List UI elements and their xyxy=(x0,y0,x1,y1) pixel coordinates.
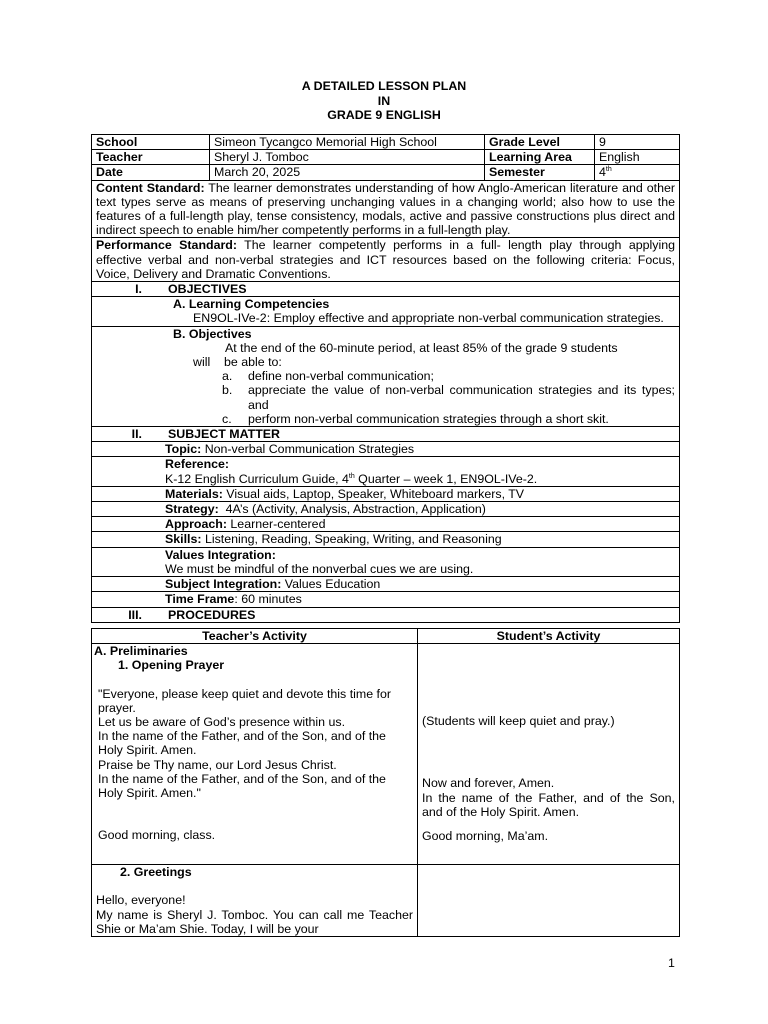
reference: Reference: K-12 English Curriculum Guide, 4th Quarter – week 1, EN9OL-IVe-2. xyxy=(92,457,680,486)
student-response-text: Now and forever, Amen. In the name of the Father, and of the Son, and of the Holy Spirit. Amen. xyxy=(422,776,675,819)
learning-area-label: Learning Area xyxy=(485,150,595,165)
teacher-label: Teacher xyxy=(92,150,210,165)
content-standard-label: Content Standard: xyxy=(96,180,205,195)
greetings-row xyxy=(92,865,680,937)
learning-competencies-row xyxy=(92,297,680,326)
time-frame-row xyxy=(92,592,680,607)
semester-value: 4th xyxy=(595,165,680,180)
reference-row xyxy=(92,457,680,486)
performance-standard-row xyxy=(92,238,680,282)
title-line-3: GRADE 9 ENGLISH xyxy=(327,108,441,122)
school-value: Simeon Tycangco Memorial High School xyxy=(210,135,485,150)
procedures-heading-row xyxy=(92,607,680,622)
values-row xyxy=(92,547,680,576)
objectives-num: I. xyxy=(135,282,142,297)
greetings-heading: 2. Greetings xyxy=(120,865,192,880)
learning-competencies xyxy=(92,297,680,326)
performance-standard-label: Performance Standard: xyxy=(96,238,237,253)
document-title xyxy=(0,79,768,123)
header-row-school xyxy=(92,135,680,150)
approach-row xyxy=(92,517,680,532)
objectives-subheading: B. Objectives xyxy=(173,326,252,341)
grade-level-label: Grade Level xyxy=(485,135,595,150)
teacher-prayer-text: "Everyone, please keep quiet and devote this time for prayer. Let us be aware of God’s presence within us. In the name of the Father, and of the Son, and of the Holy Spirit. Amen. Praise be Thy name, our Lord Jesus Christ. In the name of the Father, and of the Son, and of the Holy Spirit. Amen." xyxy=(98,686,392,801)
procedures-table xyxy=(91,628,680,937)
student-pray-text: (Students will keep quiet and pray.) xyxy=(422,714,615,729)
objective-item-a: a. define non-verbal communication; xyxy=(222,369,434,384)
semester-label: Semester xyxy=(485,165,595,180)
subject-integration-row xyxy=(92,577,680,592)
objective-item-b: b. appreciate the value of non-verbal communication strategies and its types; and xyxy=(222,383,675,412)
topic-row xyxy=(92,442,680,457)
time-frame: Time Frame: 60 minutes xyxy=(92,592,680,607)
subject-integration: Subject Integration: Values Education xyxy=(92,577,680,592)
strategy: Strategy: 4A’s (Activity, Analysis, Abstraction, Application) xyxy=(92,502,680,517)
performance-standard xyxy=(92,238,680,282)
teacher-greeting: Good morning, class. xyxy=(98,828,216,843)
header-row-date xyxy=(92,165,680,180)
content-standard-text: The learner demonstrates understanding of how Anglo-American literature and other text types serve as means of preserving unchanging values in a changing world; also how to use the features of a full-length play, tense consistency, modals, active and passive constructions plus direct and indirect speech to enable him/her competently performs in a full-length play. xyxy=(96,180,675,238)
skills-row xyxy=(92,532,680,547)
materials: Materials: Visual aids, Laptop, Speaker, Whiteboard markers, TV xyxy=(92,486,680,501)
subject-matter-heading-row xyxy=(92,427,680,442)
teacher-hello: Hello, everyone! xyxy=(96,893,186,908)
preliminaries-heading: A. Preliminaries xyxy=(94,644,188,659)
date-value: March 20, 2025 xyxy=(210,165,485,180)
approach: Approach: Learner-centered xyxy=(92,517,680,532)
values-integration: Values Integration: We must be mindful of the nonverbal cues we are using. xyxy=(92,547,680,576)
teacher-prayer-cell xyxy=(92,644,418,865)
prayer-row xyxy=(92,644,680,865)
title-line-2: IN xyxy=(377,93,391,108)
student-prayer-cell xyxy=(418,644,680,865)
learning-competencies-heading: A. Learning Competencies xyxy=(173,297,330,312)
page-number: 1 xyxy=(668,956,675,970)
subject-matter-heading: II. SUBJECT MATTER xyxy=(92,427,680,442)
objectives-heading-row xyxy=(92,282,680,297)
teacher-activity-header: Teacher’s Activity xyxy=(92,629,418,644)
student-activity-header: Student’s Activity xyxy=(418,629,680,644)
competency-text: EN9OL-IVe-2: Employ effective and appropriate non-verbal communication strategies. xyxy=(193,311,664,326)
procedures-header-row xyxy=(92,629,680,644)
date-label: Date xyxy=(92,165,210,180)
teacher-intro: My name is Sheryl J. Tomboc. You can call me Teacher Shie or Ma’am Shie. Today, I will be your xyxy=(96,907,413,936)
teacher-value: Sheryl J. Tomboc xyxy=(210,150,485,165)
objectives-intro-1: At the end of the 60-minute period, at least 85% of the grade 9 students xyxy=(225,340,618,355)
title-line-1: A DETAILED LESSON PLAN xyxy=(301,79,467,93)
learning-area-value: English xyxy=(595,150,680,165)
content-standard xyxy=(92,180,680,238)
objectives-heading: I. OBJECTIVES xyxy=(92,282,680,297)
teacher-greetings-cell xyxy=(92,865,418,937)
strategy-row xyxy=(92,502,680,517)
objectives-list-row xyxy=(92,326,680,426)
header-row-teacher xyxy=(92,150,680,165)
student-greeting: Good morning, Ma’am. xyxy=(422,829,549,844)
objectives-list xyxy=(92,326,680,426)
grade-level-value: 9 xyxy=(595,135,680,150)
lesson-plan-table xyxy=(91,134,680,623)
opening-prayer-heading: 1. Opening Prayer xyxy=(118,658,225,673)
topic: Topic: Non-verbal Communication Strategies xyxy=(92,442,680,457)
objectives-intro-2: will be able to: xyxy=(193,355,282,370)
skills: Skills: Listening, Reading, Speaking, Writing, and Reasoning xyxy=(92,532,680,547)
student-greetings-cell xyxy=(418,865,680,937)
content-standard-row xyxy=(92,180,680,238)
procedures-heading: III. PROCEDURES xyxy=(92,607,680,622)
materials-row xyxy=(92,486,680,501)
objective-item-c: c. perform non-verbal communication strategies through a short skit. xyxy=(222,411,609,426)
performance-standard-text: The learner competently performs in a full- length play through applying effective verbal and non-verbal strategies and ICT resources based on the following criteria: Focus, Voice, Delivery and Dramatic Conventions. xyxy=(96,238,675,281)
school-label: School xyxy=(92,135,210,150)
